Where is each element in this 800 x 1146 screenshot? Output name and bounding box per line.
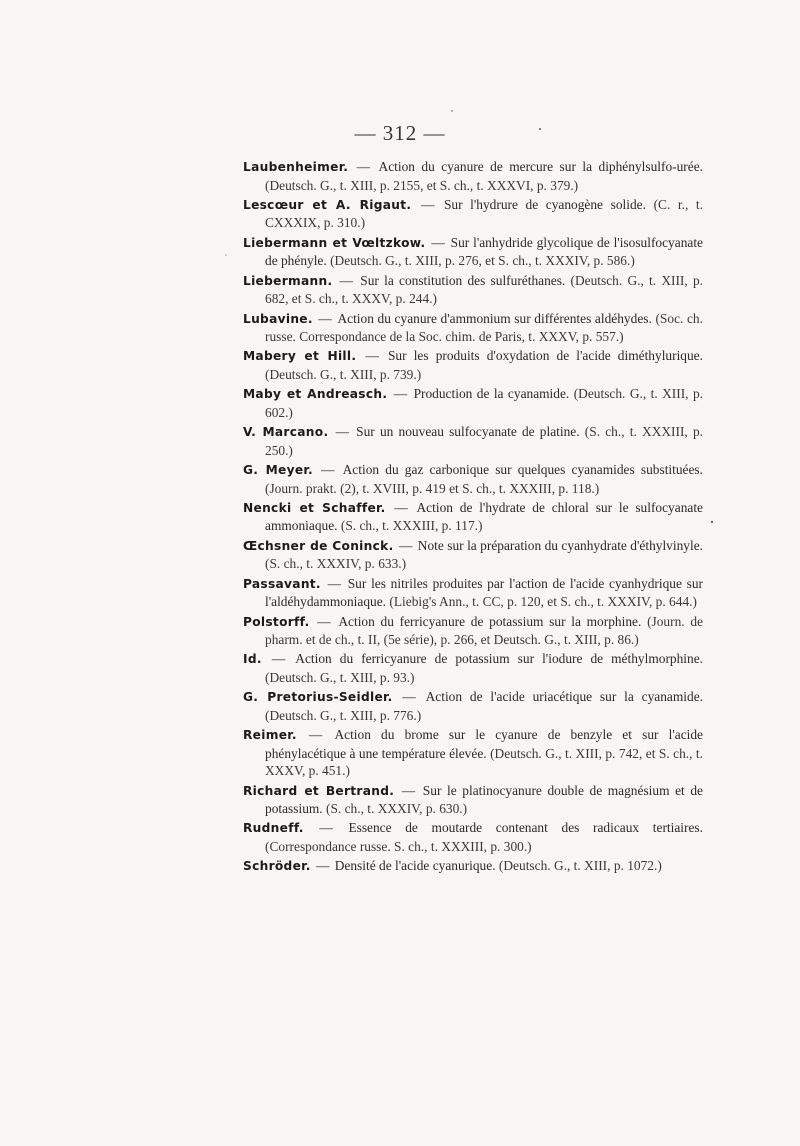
entry-author: V. Marcano. — [243, 425, 329, 440]
entry-author: Maby et Andreasch. — [243, 387, 388, 402]
entry-text: Action du cyanure d'ammonium sur différentes aldéhydes. — [337, 310, 652, 326]
bibliography-entry: G. Pretorius-Seidler. — Action de l'acide uriacétique sur la cyanamide. (Deutsch. G., t. XIII, p. 776.) — [243, 689, 703, 723]
bibliography-entry: Liebermann. — Sur la constitution des sulfuréthanes. (Deutsch. G., t. XIII, p. 682, et S. ch., t. XXXV, p. 244.) — [243, 272, 704, 307]
entry-reference: (S. ch., t. XXXIV, p. 630.) — [326, 801, 468, 817]
entry-text: Action du cyanure de mercure sur la diphénylsulfo-urée. — [378, 159, 703, 174]
bibliography-entry: Polstorff. — Action du ferricyanure de potassium sur la morphine. (Journ. de pharm. et de ch., t. II, (5e série), p. 266, et Deutsch. G., t. XIII, p. 86.) — [243, 613, 703, 648]
bibliography-entry: Maby et Andreasch. — Production de la cyanamide. (Deutsch. G., t. XIII, p. 602.) — [243, 386, 704, 420]
bibliography-entry: G. Meyer. — Action du gaz carbonique sur quelques cyanamides substituées. (Journ. prakt. (2), t. XVIII, p. 419 et S. ch., t. XXXIII, p. 118.) — [243, 462, 703, 496]
entry-author: Œchsner de Coninck. — [243, 538, 394, 553]
entry-text: Densité de l'acide cyanurique. — [334, 858, 496, 874]
entry-text: Action du brome sur le cyanure de benzyle et sur l'acide phénylacétique à une température élevée. — [265, 727, 703, 761]
entry-text: Action de l'acide uriacétique sur la cyanamide. — [425, 689, 703, 705]
entry-reference: (Correspondance russe. S. ch., t. XXXIII, p. 300.) — [265, 839, 532, 855]
bibliography-entry: Mabery et Hill. — Sur les produits d'oxydation de l'acide diméthylurique. (Deutsch. G., t. XIII, p. 739.) — [243, 348, 703, 382]
entry-reference: (Journ. prakt. (2), t. XVIII, p. 419 et S. ch., t. XXXIII, p. 118.) — [265, 480, 600, 496]
entry-text: Action du gaz carbonique sur quelques cyanamides substituées. — [342, 462, 703, 477]
entry-author: Polstorff. — [243, 614, 310, 629]
entry-reference: (Deutsch. G., t. XIII, p. 93.) — [265, 669, 415, 685]
entry-author: G. Meyer. — [243, 463, 313, 477]
entry-author: Richard et Bertrand. — [243, 783, 395, 798]
ink-speck — [225, 254, 227, 256]
entry-reference: (Deutsch. G., t. XIII, p. 682, et S. ch., t. XXXV, p. 244.) — [265, 272, 704, 307]
entry-author: Passavant. — [243, 576, 321, 591]
entry-reference: (Deutsch. G., t. XIII, p. 742, et S. ch., t. XXXV, p. 451.) — [265, 745, 703, 779]
entry-text: Sur le platinocyanure double de magnésium et de potassium. — [265, 782, 704, 817]
entry-author: Id. — [243, 652, 262, 667]
entry-author: Laubenheimer. — [243, 160, 349, 174]
ink-speck — [539, 128, 541, 130]
bibliography-entry: Œchsner de Coninck. — Note sur la préparation du cyanhydrate d'éthylvinyle. (S. ch., t. XXXIV, p. 633.) — [243, 537, 703, 572]
bibliography-entry: Richard et Bertrand. — Sur le platinocyanure double de magnésium et de potassium. (S. ch., t. XXXIV, p. 630.) — [243, 782, 704, 817]
entry-text: Sur la constitution des sulfuréthanes. — [360, 272, 566, 288]
entry-author: Lubavine. — [243, 311, 313, 326]
entry-author: Reimer. — [243, 728, 297, 743]
entry-reference: (S. ch., t. XXXIII, p. 250.) — [265, 424, 703, 458]
entry-reference: (Deutsch. G., t. XIII, p. 2155, et S. ch., t. XXXVI, p. 379.) — [265, 177, 579, 193]
entry-author: Mabery et Hill. — [243, 349, 357, 364]
entry-text: Action de l'hydrate de chloral sur le sulfocyanate ammoniaque. — [265, 499, 703, 534]
bibliography-entry: Liebermann et Vœltzkow. — Sur l'anhydride glycolique de l'isosulfocyanate de phényle. (Deutsch. G., t. XIII, p. 276, et S. ch., t. XXXIV, p. 586.) — [243, 234, 703, 269]
bibliography-entry: Rudneff. — Essence de moutarde contenant des radicaux tertiaires. (Correspondance russe. S. ch., t. XXXIII, p. 300.) — [243, 820, 703, 855]
entry-reference: (Deutsch. G., t. XIII, p. 276, et S. ch., t. XXXIV, p. 586.) — [330, 253, 635, 269]
page-number: — 312 — — [354, 121, 446, 145]
entry-text: Sur l'hydrure de cyanogène solide. — [443, 196, 646, 212]
entry-text: Note sur la préparation du cyanhydrate d'éthylvinyle. — [417, 537, 703, 553]
bibliography-entry: Reimer. — Action du brome sur le cyanure de benzyle et sur l'acide phénylacétique à une température élevée. (Deutsch. G., t. XIII, p. 742, et S. ch., t. XXXV, p. 451.) — [243, 727, 703, 779]
ink-speck — [451, 110, 453, 112]
entry-reference: (Deutsch. G., t. XIII, p. 739.) — [265, 366, 422, 382]
ink-speck — [711, 521, 713, 523]
entry-text: Action du ferricyanure de potassium sur la morphine. — [338, 613, 642, 629]
entry-text: Sur un nouveau sulfocyanate de platine. — [356, 424, 580, 440]
entry-reference: (Journ. de pharm. et de ch., t. II, (5e série), p. 266, et Deutsch. G., t. XIII, p. 86.) — [265, 613, 703, 648]
entry-reference: (Soc. ch. russe. Correspondance de la Soc. chim. de Paris, t. XXXV, p. 557.) — [265, 310, 703, 345]
entry-text: Essence de moutarde contenant des radicaux tertiaires. — [348, 820, 703, 836]
entry-reference: (S. ch., t. XXXIV, p. 633.) — [265, 556, 407, 572]
entry-reference: (Deutsch. G., t. XIII, p. 776.) — [265, 707, 422, 723]
entry-author: Lescœur et A. Rigaut. — [243, 197, 412, 212]
bibliography-entry: Lescœur et A. Rigaut. — Sur l'hydrure de cyanogène solide. (C. r., t. CXXXIX, p. 310.) — [243, 196, 703, 231]
entry-text: Action du ferricyanure de potassium sur l'iodure de méthylmorphine. — [295, 651, 704, 667]
entry-reference: (C. r., t. CXXXIX, p. 310.) — [265, 196, 703, 231]
bibliography-entry: Id. — Action du ferricyanure de potassium sur l'iodure de méthylmorphine. (Deutsch. G., t. XIII, p. 93.) — [243, 651, 704, 685]
entry-reference: (S. ch., t. XXXIII, p. 117.) — [340, 518, 483, 534]
bibliography-entry: Lubavine. — Action du cyanure d'ammonium sur différentes aldéhydes. (Soc. ch. russe. Correspondance de la Soc. chim. de Paris, t. XXXV, p. 557.) — [243, 310, 703, 345]
entry-text: Sur l'anhydride glycolique de l'isosulfocyanate de phényle. — [265, 234, 703, 269]
entry-author: Nencki et Schaffer. — [243, 500, 386, 515]
entry-author: Liebermann. — [243, 273, 333, 288]
entry-author: G. Pretorius-Seidler. — [243, 690, 393, 705]
entry-text: Production de la cyanamide. — [413, 386, 570, 402]
bibliography-entry: Laubenheimer. — Action du cyanure de mercure sur la diphénylsulfo-urée. (Deutsch. G., t. XIII, p. 2155, et S. ch., t. XXXVI, p. 379.) — [243, 159, 703, 193]
entry-text: Sur les produits d'oxydation de l'acide diméthylurique. — [387, 348, 703, 364]
entry-author: Schröder. — [243, 859, 311, 874]
entry-text: Sur les nitriles produites par l'action de l'acide cyanhydrique sur l'aldéhydammoniaque. — [265, 575, 704, 610]
entry-author: Liebermann et Vœltzkow. — [243, 235, 426, 250]
bibliography-entry: Schröder. — Densité de l'acide cyanurique. (Deutsch. G., t. XIII, p. 1072.) — [243, 858, 662, 874]
bibliography-entry: Passavant. — Sur les nitriles produites par l'action de l'acide cyanhydrique sur l'aldéhydammoniaque. (Liebig's Ann., t. CC, p. 120, et S. ch., t. XXXIV, p. 644.) — [243, 575, 704, 610]
bibliography-entry: V. Marcano. — Sur un nouveau sulfocyanate de platine. (S. ch., t. XXXIII, p. 250.) — [243, 424, 703, 458]
entry-reference: (Liebig's Ann., t. CC, p. 120, et S. ch., t. XXXIV, p. 644.) — [389, 594, 697, 610]
entry-reference: (Deutsch. G., t. XIII, p. 602.) — [265, 386, 704, 420]
entry-reference: (Deutsch. G., t. XIII, p. 1072.) — [498, 858, 662, 874]
entry-author: Rudneff. — [243, 821, 304, 836]
bibliography-entry: Nencki et Schaffer. — Action de l'hydrate de chloral sur le sulfocyanate ammoniaque. (S. ch., t. XXXIII, p. 117.) — [243, 499, 703, 534]
